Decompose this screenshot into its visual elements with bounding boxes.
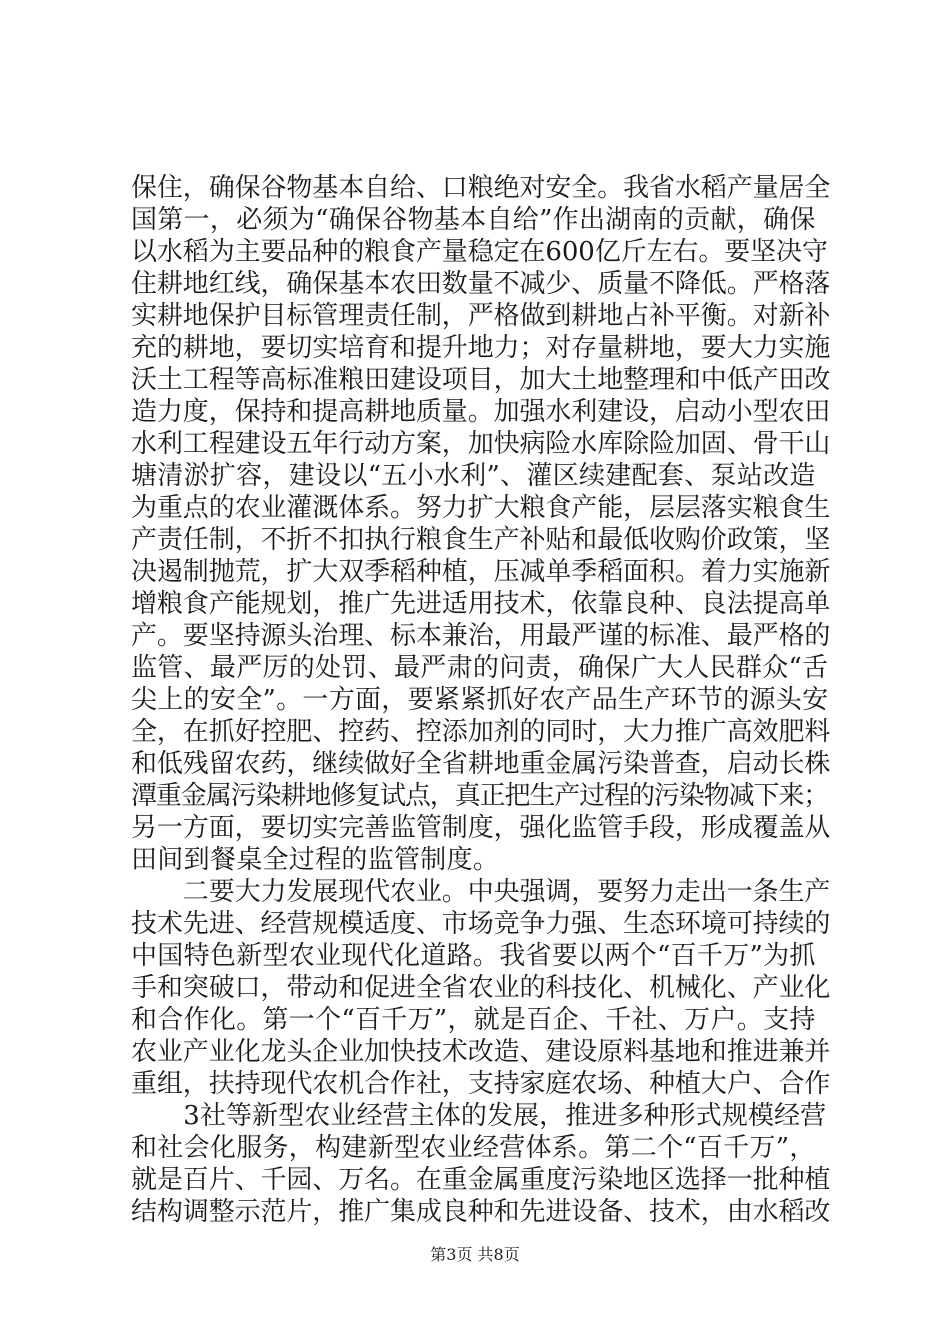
text-line: 和社会化服务，构建新型农业经营体系。第二个“百千万”， [131,1133,816,1163]
text-line: 决遏制抛荒，扩大双季稻种植，压减单季稻面积。着力实施新 [131,557,831,587]
text-line: 就是百片、千园、万名。在重金属重度污染地区选择一批种植 [131,1165,831,1195]
text-line: 和低残留农药，继续做好全省耕地重金属污染普查，启动长株 [131,749,831,779]
text-line: 另一方面，要切实完善监管制度，强化监管手段，形成覆盖从 [131,813,831,843]
text-line: 水利工程建设五年行动方案，加快病险水库除险加固、骨干山 [131,429,831,459]
text-line: 塘清淤扩容，建设以“五小水利”、灌区续建配套、泵站改造 [131,461,816,491]
text-line: 农业产业化龙头企业加快技术改造、建设原料基地和推进兼并 [131,1037,831,1067]
text-line: 手和突破口，带动和促进全省农业的科技化、机械化、产业化 [131,973,831,1003]
paragraph-start-line: 3社等新型农业经营主体的发展，推进多种形式规模经营 [131,1101,827,1131]
text-line: 技术先进、经营规模适度、市场竞争力强、生态环境可持续的 [131,909,831,939]
text-line: 潭重金属污染耕地修复试点，真正把生产过程的污染物减下来； [131,781,829,811]
text-line: 保住，确保谷物基本自给、口粮绝对安全。我省水稻产量居全 [131,173,831,203]
text-line: 产。要坚持源头治理、标本兼治，用最严谨的标准、最严格的 [131,621,831,651]
text-line: 沃土工程等高标准粮田建设项目，加大土地整理和中低产田改 [131,365,831,395]
text-line: 结构调整示范片，推广集成良种和先进设备、技术，由水稻改 [131,1197,831,1227]
document-body [131,172,831,1228]
text-line: 增粮食产能规划，推广先进适用技术，依靠良种、良法提高单 [131,589,831,619]
text-line: 以水稻为主要品种的粮食产量稳定在600亿斤左右。要坚决守 [131,237,828,267]
text-line: 田间到餐桌全过程的监管制度。 [131,845,500,875]
text-line: 造力度，保持和提高耕地质量。加强水利建设，启动小型农田 [131,397,831,427]
text-line: 住耕地红线，确保基本农田数量不减少、质量不降低。严格落 [131,269,831,299]
text-line: 国第一，必须为“确保谷物基本自给”作出湖南的贡献，确保 [131,205,816,235]
text-line: 为重点的农业灌溉体系。努力扩大粮食产能，层层落实粮食生 [131,493,831,523]
text-line: 监管、最严厉的处罚、最严肃的问责，确保广大人民群众“舌 [131,653,829,683]
paragraph-start-line: 二要大力发展现代农业。中央强调，要努力走出一条生产 [131,877,831,907]
text-line: 和合作化。第一个“百千万”，就是百企、千社、万户。支持 [131,1005,816,1035]
text-line: 全，在抓好控肥、控药、控添加剂的同时，大力推广高效肥料 [131,717,831,747]
page-number-footer: 第3页 共8页 [430,1245,520,1264]
text-line: 产责任制，不折不扣执行粮食生产补贴和最低收购价政策，坚 [131,525,831,555]
text-line: 中国特色新型农业现代化道路。我省要以两个“百千万”为抓 [131,941,816,971]
text-line: 实耕地保护目标管理责任制，严格做到耕地占补平衡。对新补 [131,301,831,331]
text-line: 重组，扶持现代农机合作社，支持家庭农场、种植大户、合作 [131,1069,831,1099]
text-line: 充的耕地，要切实培育和提升地力；对存量耕地，要大力实施 [131,333,831,363]
text-line: 尖上的安全”。一方面，要紧紧抓好农产品生产环节的源头安 [131,685,829,715]
